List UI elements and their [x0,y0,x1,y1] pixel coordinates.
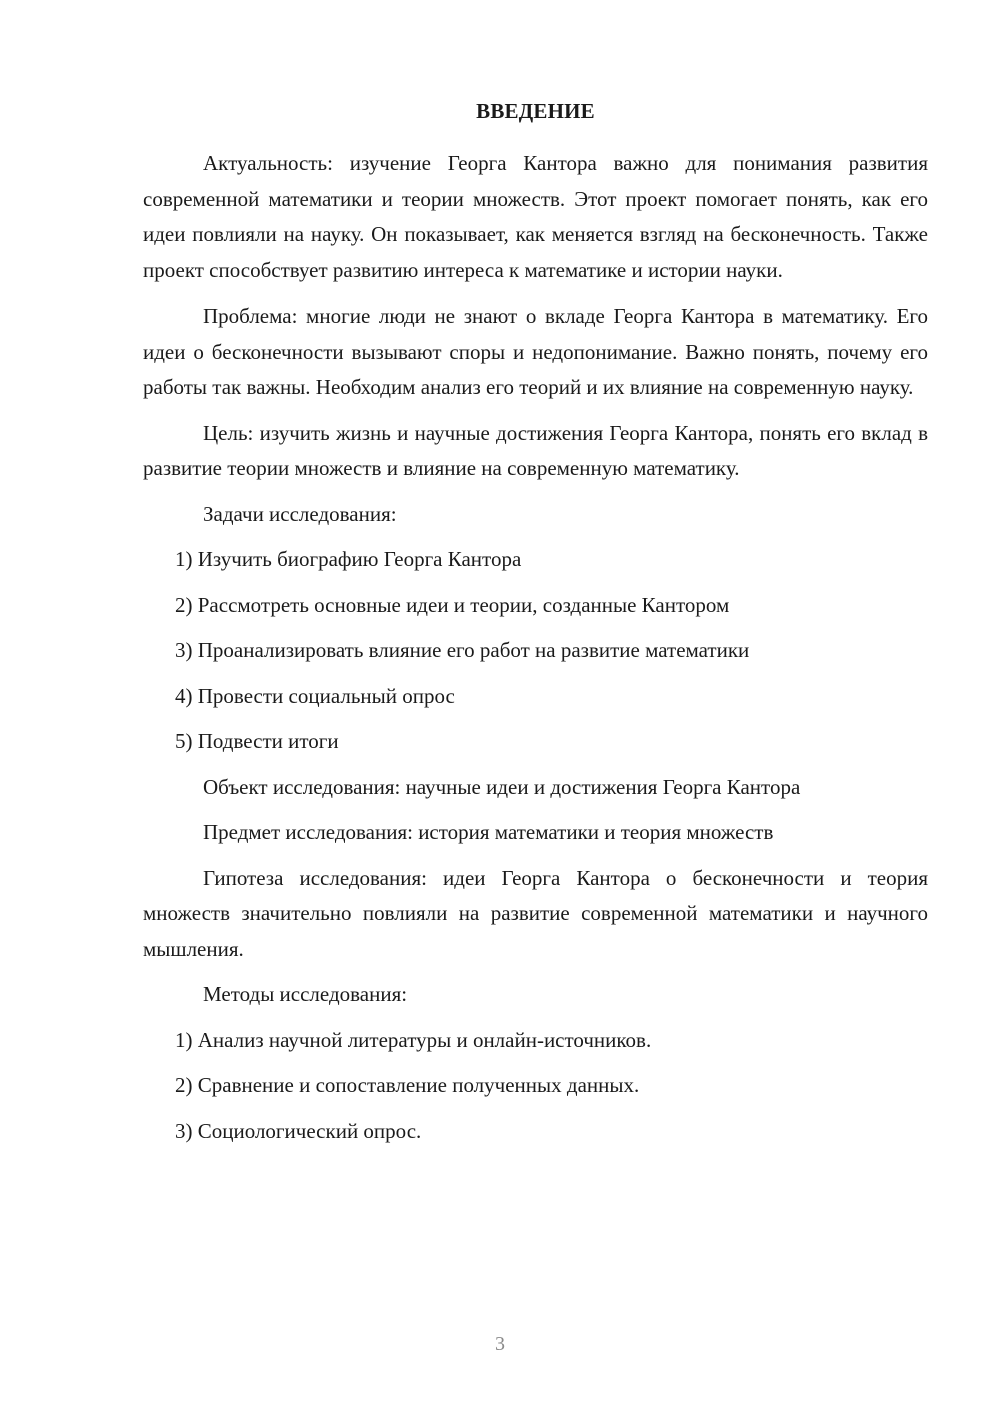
tasks-heading: Задачи исследования: [203,501,397,526]
task-item: 3) Проанализировать влияние его работ на развитие математики [175,638,750,662]
method-item: 1) Анализ научной литературы и онлайн-источников. [175,1027,652,1052]
section-title: ВВЕДЕНИЕ [476,99,595,123]
task-item: 5) Подвести итоги [175,729,339,753]
method-item: 3) Социологический опрос. [175,1118,422,1143]
document-page [143,95,928,1149]
task-item: 2) Рассмотреть основные идеи и теории, созданные Кантором [175,592,730,617]
relevance-paragraph: Актуальность: изучение Георга Кантора важно для понимания развития современной математики и теории множеств. Этот проект помогает понять, как его идеи повлияли на науку. Он показывает, как меняется взгляд на бесконечность. Также проект способствует развитию интереса к математике и истории науки. [143,151,928,282]
problem-paragraph: Проблема: многие люди не знают о вкладе Георга Кантора в математику. Его идеи о бесконечности вызывают споры и недопонимание. Важно понять, почему его работы так важны. Необходим анализ его теорий и их влияние на современную науку. [143,304,928,399]
research-subject: Предмет исследования: история математики и теория множеств [203,820,774,844]
research-object: Объект исследования: научные идеи и достижения Георга Кантора [203,774,801,799]
method-item: 2) Сравнение и сопоставление полученных данных. [175,1073,640,1097]
task-item: 1) Изучить биографию Георга Кантора [175,547,522,571]
goal-paragraph: Цель: изучить жизнь и научные достижения Георга Кантора, понять его вклад в развитие теории множеств и влияние на современную математику. [143,420,928,480]
task-item: 4) Провести социальный опрос [175,683,455,708]
page-number: 3 [495,1333,505,1355]
methods-heading: Методы исследования: [203,982,408,1006]
hypothesis-paragraph: Гипотеза исследования: идеи Георга Кантора о бесконечности и теория множеств значительно повлияли на развитие современной математики и научного мышления. [143,865,928,961]
